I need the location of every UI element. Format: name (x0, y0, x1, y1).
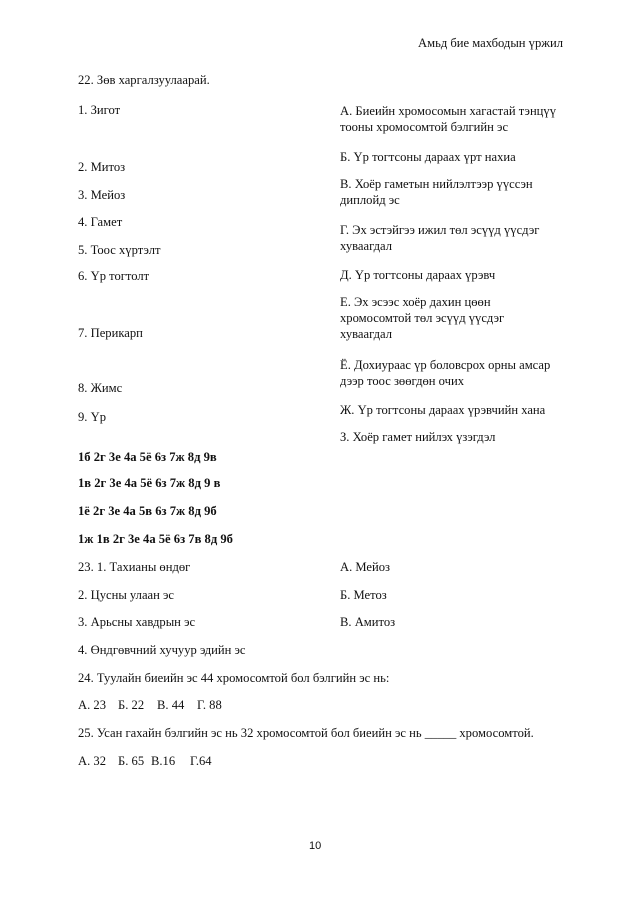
q23-right-item-a: А. Мейоз (340, 560, 391, 574)
question-22-prompt: 22. Зөв харгалзуулаарай. (78, 73, 210, 87)
q25-option-a: А. 32 (78, 754, 106, 768)
q22-option-3: 1ё 2г 3е 4а 5в 6з 7ж 8д 9б (78, 504, 217, 518)
q24-option-v: В. 44 (157, 698, 185, 712)
page-number: 10 (309, 840, 322, 852)
q22-right-item-v: В. Хоёр гаметын нийлэлтээр үүссэн диплойд эс (340, 177, 533, 207)
q25-option-b: Б. 65 (118, 754, 145, 768)
q22-right-item-e: Е. Эх эсээс хоёр дахин цөөн хромосомтой төл эсүүд үүсдэг хуваагдал (340, 295, 505, 341)
q22-left-item-1: 1. Зигот (78, 103, 121, 117)
q22-left-item-9: 9. Үр (78, 410, 106, 424)
q23-left-item-2: 2. Цусны улаан эс (78, 588, 175, 602)
q22-left-item-8: 8. Жимс (78, 381, 123, 395)
question-24-prompt: 24. Туулайн биеийн эс 44 хромосомтой бол бэлгийн эс нь: (78, 671, 390, 685)
q24-option-b: Б. 22 (118, 698, 145, 712)
q22-option-4: 1ж 1в 2г 3е 4а 5ё 6з 7в 8д 9б (78, 532, 233, 546)
q24-option-g: Г. 88 (197, 698, 222, 712)
q22-left-item-3: 3. Мейоз (78, 188, 126, 202)
q22-right-item-z: З. Хоёр гамет нийлэх үзэгдэл (340, 430, 496, 444)
q25-option-g: Г.64 (190, 754, 212, 768)
q22-left-item-4: 4. Гамет (78, 215, 123, 229)
q23-left-item-1: 23. 1. Тахианы өндөг (78, 560, 191, 574)
q22-left-item-7: 7. Перикарп (78, 326, 143, 340)
q22-right-item-a: А. Биеийн хромосомын хагастай тэнцүү тооны хромосомтой бэлгийн эс (340, 104, 557, 134)
q22-left-item-6: 6. Үр тогтолт (78, 269, 150, 283)
q22-right-item-d: Д. Үр тогтсоны дараах үрэвч (340, 268, 496, 282)
q22-option-2: 1в 2г 3е 4а 5ё 6з 7ж 8д 9 в (78, 476, 221, 490)
q22-right-item-zh: Ж. Үр тогтсоны дараах үрэвчийн хана (340, 403, 546, 417)
q22-option-1: 1б 2г 3е 4а 5ё 6з 7ж 8д 9в (78, 450, 217, 464)
q24-option-a: А. 23 (78, 698, 106, 712)
q22-left-item-2: 2. Митоз (78, 160, 126, 174)
q23-right-item-v: В. Амитоз (340, 615, 396, 629)
q22-right-item-g: Г. Эх эстэйгээ ижил төл эсүүд үүсдэг хуваагдал (340, 223, 540, 253)
page-header-title: Амьд бие махбодын үржил (418, 36, 563, 50)
q23-left-item-3: 3. Арьсны хавдрын эс (78, 615, 196, 629)
q22-right-item-yo: Ё. Дохиураас үр боловсрох орны амсар дээр тоос зөөгдөн очих (340, 358, 551, 388)
q22-right-item-b: Б. Үр тогтсоны дараах үрт нахиа (340, 150, 516, 164)
q25-option-v: В.16 (151, 754, 176, 768)
q23-right-item-b: Б. Метоз (340, 588, 387, 602)
q22-left-item-5: 5. Тоос хүртэлт (78, 243, 161, 257)
q23-left-item-4: 4. Өндгөвчний хучуур эдийн эс (78, 643, 246, 657)
question-25-prompt: 25. Усан гахайн бэлгийн эс нь 32 хромосомтой бол биеийн эс нь _____ хромосомтой. (78, 726, 534, 740)
